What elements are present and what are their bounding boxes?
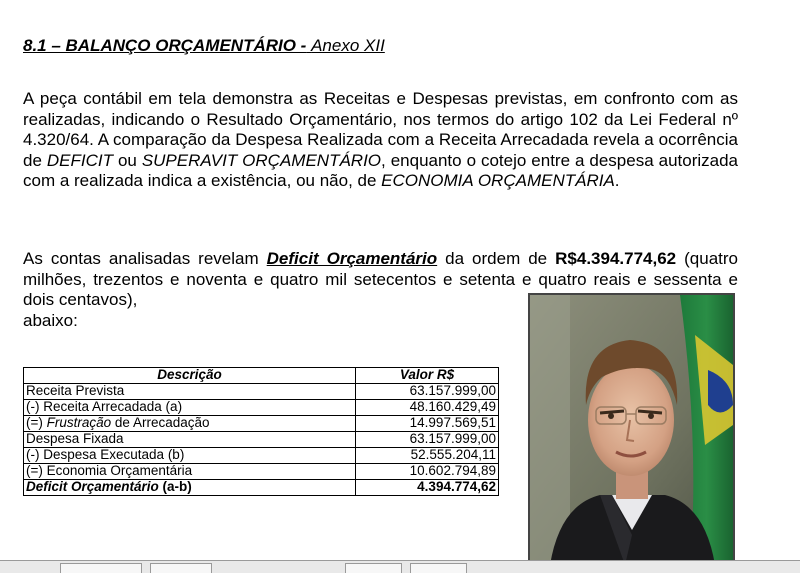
term-economia: ECONOMIA ORÇAMENTÁRIA [381,171,615,190]
bottom-tab[interactable] [150,563,212,573]
portrait-photo [528,293,735,567]
para1-text: . [614,171,620,190]
row-label: (-) Despesa Executada (b) [24,448,356,464]
total-label-post: (a-b) [158,479,192,495]
section-title: 8.1 – BALANÇO ORÇAMENTÁRIO - [23,36,307,55]
row-value: 63.157.999,00 [356,432,499,448]
total-label [24,480,356,496]
para1-text: A peça contábil em tela demonstra as Receitas e Despesas previstas, em confronto com as realizadas, indicando o Resultado Orçamentário, nos termos do artigo 102 da Lei Federal nº 4.320/64. A comparação da Despesa Realizada com a Receita Arrecadada revela a ocorrência de [23,89,738,170]
col-valor: Valor R$ [356,368,499,384]
table-row [24,448,499,464]
row-label [24,416,356,432]
bottom-tab[interactable] [410,563,467,573]
budget-table [23,367,499,496]
row-label: Receita Prevista [24,384,356,400]
row-value: 63.157.999,00 [356,384,499,400]
row-label: (-) Receita Arrecadada (a) [24,400,356,416]
section-annex: Anexo XII [311,36,385,55]
para2-tail: abaixo: [23,310,78,330]
para1-text: , enquanto o cotejo entre a despesa autorizada com a realizada indica a existência, ou não, de [23,150,739,190]
para2-text: da ordem de [437,249,556,268]
table-row [24,432,499,448]
term-superavit: SUPERAVIT ORÇAMENTÁRIO [141,150,382,170]
row-label: Despesa Fixada [24,432,356,448]
col-descricao: Descrição [24,368,356,384]
table-header-row [24,368,499,384]
term-deficit: DEFICIT [46,150,113,170]
para2-text: As contas analisadas revelam [23,249,267,268]
table-total-row [24,480,499,496]
para2-text: (quatro milhões, trezentos e noventa e quatro mil setecentos e setenta e quatro reais e sessenta e dois centavos), [23,249,738,309]
row-value: 52.555.204,11 [356,448,499,464]
total-label-italic: Deficit Orçamentário [26,479,159,495]
row-label: (=) Economia Orçamentária [24,464,356,480]
paragraph-intro [23,89,738,192]
total-value: 4.394.774,62 [356,480,499,496]
row-value: 10.602.794,89 [356,464,499,480]
bottom-tab[interactable] [60,563,142,573]
bottom-tab[interactable] [345,563,402,573]
portrait-image [530,295,733,565]
para1-text: ou [112,150,142,170]
table-row [24,416,499,432]
row-value: 14.997.569,51 [356,416,499,432]
row-label-pre: (=) [26,415,47,431]
table-row [24,384,499,400]
row-value: 48.160.429,49 [356,400,499,416]
term-deficit-orcamentario: Deficit Orçamentário [266,249,438,268]
row-label-italic: Frustração [46,415,112,431]
row-label-post: de Arrecadação [111,415,210,431]
deficit-amount: R$4.394.774,62 [555,249,677,268]
section-heading [23,36,385,56]
table-row [24,400,499,416]
table-row [24,464,499,480]
